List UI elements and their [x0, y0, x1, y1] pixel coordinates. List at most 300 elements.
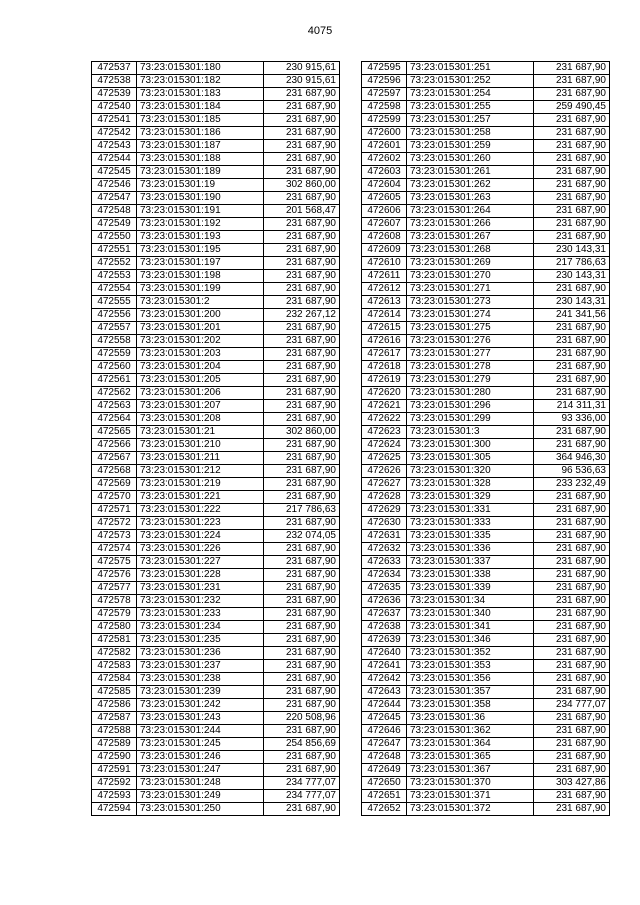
- table-row: [362, 751, 610, 764]
- cadastral-number-cell: 73:23:015301:246: [137, 751, 264, 764]
- cadastral-number-cell: 73:23:015301:305: [407, 452, 534, 465]
- table-row: [92, 712, 340, 725]
- cadastral-value-cell: 231 687,90: [264, 647, 340, 660]
- table-row: [362, 504, 610, 517]
- cadastral-value-cell: 231 687,90: [534, 491, 610, 504]
- cadastral-value-cell: 231 687,90: [534, 231, 610, 244]
- cadastral-number-cell: 73:23:015301:187: [137, 140, 264, 153]
- cadastral-value-cell: 231 687,90: [534, 88, 610, 101]
- record-number-cell: 472625: [362, 452, 407, 465]
- cadastral-number-cell: 73:23:015301:208: [137, 413, 264, 426]
- cadastral-value-cell: 230 143,31: [534, 270, 610, 283]
- cadastral-value-cell: 231 687,90: [264, 634, 340, 647]
- table-row: [92, 660, 340, 673]
- table-row: [362, 296, 610, 309]
- cadastral-number-cell: 73:23:015301:296: [407, 400, 534, 413]
- record-number-cell: 472646: [362, 725, 407, 738]
- record-number-cell: 472623: [362, 426, 407, 439]
- record-number-cell: 472640: [362, 647, 407, 660]
- cadastral-number-cell: 73:23:015301:235: [137, 634, 264, 647]
- cadastral-value-cell: 231 687,90: [264, 374, 340, 387]
- cadastral-number-cell: 73:23:015301:2: [137, 296, 264, 309]
- cadastral-value-cell: 231 687,90: [534, 608, 610, 621]
- table-row: [92, 621, 340, 634]
- register-table-left-body: [92, 62, 340, 816]
- cadastral-value-cell: 231 687,90: [264, 153, 340, 166]
- record-number-cell: 472562: [92, 387, 137, 400]
- cadastral-value-cell: 231 687,90: [534, 426, 610, 439]
- cadastral-number-cell: 73:23:015301:205: [137, 374, 264, 387]
- table-row: [362, 218, 610, 231]
- cadastral-number-cell: 73:23:015301:233: [137, 608, 264, 621]
- record-number-cell: 472582: [92, 647, 137, 660]
- cadastral-number-cell: 73:23:015301:232: [137, 595, 264, 608]
- table-row: [362, 387, 610, 400]
- register-table-right: [361, 61, 610, 816]
- record-number-cell: 472537: [92, 62, 137, 75]
- table-row: [362, 647, 610, 660]
- table-row: [362, 62, 610, 75]
- cadastral-value-cell: 231 687,90: [534, 582, 610, 595]
- table-row: [92, 647, 340, 660]
- cadastral-number-cell: 73:23:015301:346: [407, 634, 534, 647]
- cadastral-value-cell: 231 687,90: [264, 569, 340, 582]
- record-number-cell: 472570: [92, 491, 137, 504]
- cadastral-value-cell: 234 777,07: [534, 699, 610, 712]
- cadastral-value-cell: 201 568,47: [264, 205, 340, 218]
- record-number-cell: 472559: [92, 348, 137, 361]
- table-row: [92, 465, 340, 478]
- record-number-cell: 472576: [92, 569, 137, 582]
- table-row: [362, 101, 610, 114]
- table-row: [362, 439, 610, 452]
- cadastral-number-cell: 73:23:015301:204: [137, 361, 264, 374]
- record-number-cell: 472580: [92, 621, 137, 634]
- table-row: [362, 725, 610, 738]
- record-number-cell: 472611: [362, 270, 407, 283]
- cadastral-value-cell: 231 687,90: [264, 140, 340, 153]
- record-number-cell: 472595: [362, 62, 407, 75]
- cadastral-number-cell: 73:23:015301:277: [407, 348, 534, 361]
- cadastral-number-cell: 73:23:015301:280: [407, 387, 534, 400]
- cadastral-number-cell: 73:23:015301:254: [407, 88, 534, 101]
- table-row: [92, 790, 340, 803]
- cadastral-number-cell: 73:23:015301:250: [137, 803, 264, 816]
- record-number-cell: 472634: [362, 569, 407, 582]
- cadastral-value-cell: 231 687,90: [264, 725, 340, 738]
- table-row: [92, 426, 340, 439]
- cadastral-number-cell: 73:23:015301:237: [137, 660, 264, 673]
- cadastral-value-cell: 233 232,49: [534, 478, 610, 491]
- record-number-cell: 472599: [362, 114, 407, 127]
- record-number-cell: 472563: [92, 400, 137, 413]
- table-row: [92, 504, 340, 517]
- cadastral-number-cell: 73:23:015301:182: [137, 75, 264, 88]
- table-row: [92, 387, 340, 400]
- cadastral-value-cell: 231 687,90: [534, 764, 610, 777]
- cadastral-number-cell: 73:23:015301:242: [137, 699, 264, 712]
- table-row: [362, 790, 610, 803]
- record-number-cell: 472598: [362, 101, 407, 114]
- cadastral-number-cell: 73:23:015301:271: [407, 283, 534, 296]
- table-row: [362, 231, 610, 244]
- table-row: [92, 257, 340, 270]
- cadastral-value-cell: 231 687,90: [264, 686, 340, 699]
- table-row: [92, 556, 340, 569]
- record-number-cell: 472578: [92, 595, 137, 608]
- record-number-cell: 472573: [92, 530, 137, 543]
- record-number-cell: 472601: [362, 140, 407, 153]
- cadastral-number-cell: 73:23:015301:203: [137, 348, 264, 361]
- cadastral-value-cell: 364 946,30: [534, 452, 610, 465]
- cadastral-number-cell: 73:23:015301:257: [407, 114, 534, 127]
- table-row: [362, 205, 610, 218]
- record-number-cell: 472588: [92, 725, 137, 738]
- cadastral-number-cell: 73:23:015301:197: [137, 257, 264, 270]
- cadastral-number-cell: 73:23:015301:262: [407, 179, 534, 192]
- cadastral-value-cell: 231 687,90: [264, 491, 340, 504]
- table-row: [92, 699, 340, 712]
- cadastral-value-cell: 231 687,90: [534, 569, 610, 582]
- record-number-cell: 472539: [92, 88, 137, 101]
- cadastral-number-cell: 73:23:015301:340: [407, 608, 534, 621]
- table-row: [92, 140, 340, 153]
- record-number-cell: 472561: [92, 374, 137, 387]
- table-row: [92, 738, 340, 751]
- page-number: 4075: [307, 25, 333, 37]
- record-number-cell: 472577: [92, 582, 137, 595]
- cadastral-value-cell: 231 687,90: [264, 361, 340, 374]
- record-number-cell: 472541: [92, 114, 137, 127]
- cadastral-number-cell: 73:23:015301:336: [407, 543, 534, 556]
- record-number-cell: 472554: [92, 283, 137, 296]
- record-number-cell: 472650: [362, 777, 407, 790]
- table-row: [362, 738, 610, 751]
- record-number-cell: 472649: [362, 764, 407, 777]
- cadastral-value-cell: 234 777,07: [264, 777, 340, 790]
- table-row: [92, 439, 340, 452]
- table-row: [362, 673, 610, 686]
- cadastral-number-cell: 73:23:015301:371: [407, 790, 534, 803]
- record-number-cell: 472620: [362, 387, 407, 400]
- cadastral-number-cell: 73:23:015301:222: [137, 504, 264, 517]
- record-number-cell: 472604: [362, 179, 407, 192]
- cadastral-number-cell: 73:23:015301:276: [407, 335, 534, 348]
- cadastral-value-cell: 231 687,90: [264, 439, 340, 452]
- table-row: [92, 244, 340, 257]
- record-number-cell: 472555: [92, 296, 137, 309]
- record-number-cell: 472609: [362, 244, 407, 257]
- cadastral-value-cell: 231 687,90: [534, 439, 610, 452]
- table-row: [92, 283, 340, 296]
- cadastral-number-cell: 73:23:015301:261: [407, 166, 534, 179]
- table-row: [92, 595, 340, 608]
- table-row: [92, 335, 340, 348]
- cadastral-value-cell: 230 143,31: [534, 244, 610, 257]
- record-number-cell: 472565: [92, 426, 137, 439]
- record-number-cell: 472594: [92, 803, 137, 816]
- cadastral-value-cell: 231 687,90: [534, 751, 610, 764]
- cadastral-value-cell: 231 687,90: [534, 517, 610, 530]
- cadastral-number-cell: 73:23:015301:338: [407, 569, 534, 582]
- record-number-cell: 472610: [362, 257, 407, 270]
- table-row: [92, 751, 340, 764]
- cadastral-value-cell: 231 687,90: [534, 803, 610, 816]
- cadastral-value-cell: 231 687,90: [264, 660, 340, 673]
- record-number-cell: 472566: [92, 439, 137, 452]
- record-number-cell: 472643: [362, 686, 407, 699]
- table-row: [92, 296, 340, 309]
- record-number-cell: 472571: [92, 504, 137, 517]
- table-row: [92, 75, 340, 88]
- record-number-cell: 472639: [362, 634, 407, 647]
- cadastral-value-cell: 231 687,90: [534, 283, 610, 296]
- cadastral-value-cell: 231 687,90: [534, 75, 610, 88]
- cadastral-value-cell: 231 687,90: [264, 322, 340, 335]
- table-row: [92, 400, 340, 413]
- record-number-cell: 472547: [92, 192, 137, 205]
- record-number-cell: 472635: [362, 582, 407, 595]
- cadastral-value-cell: 231 687,90: [534, 556, 610, 569]
- cadastral-value-cell: 231 687,90: [264, 348, 340, 361]
- record-number-cell: 472642: [362, 673, 407, 686]
- table-row: [362, 764, 610, 777]
- cadastral-value-cell: 231 687,90: [264, 88, 340, 101]
- cadastral-number-cell: 73:23:015301:245: [137, 738, 264, 751]
- cadastral-value-cell: 231 687,90: [534, 140, 610, 153]
- cadastral-value-cell: 302 860,00: [264, 179, 340, 192]
- cadastral-number-cell: 73:23:015301:238: [137, 673, 264, 686]
- cadastral-number-cell: 73:23:015301:244: [137, 725, 264, 738]
- record-number-cell: 472542: [92, 127, 137, 140]
- cadastral-value-cell: 231 687,90: [534, 114, 610, 127]
- table-row: [362, 699, 610, 712]
- cadastral-number-cell: 73:23:015301:202: [137, 335, 264, 348]
- cadastral-number-cell: 73:23:015301:364: [407, 738, 534, 751]
- table-row: [92, 803, 340, 816]
- table-row: [362, 140, 610, 153]
- cadastral-number-cell: 73:23:015301:270: [407, 270, 534, 283]
- table-row: [92, 166, 340, 179]
- cadastral-number-cell: 73:23:015301:268: [407, 244, 534, 257]
- record-number-cell: 472556: [92, 309, 137, 322]
- cadastral-number-cell: 73:23:015301:251: [407, 62, 534, 75]
- cadastral-value-cell: 231 687,90: [534, 218, 610, 231]
- cadastral-value-cell: 231 687,90: [264, 595, 340, 608]
- cadastral-number-cell: 73:23:015301:231: [137, 582, 264, 595]
- register-table-right-body: [362, 62, 610, 816]
- record-number-cell: 472590: [92, 751, 137, 764]
- record-number-cell: 472606: [362, 205, 407, 218]
- record-number-cell: 472605: [362, 192, 407, 205]
- record-number-cell: 472607: [362, 218, 407, 231]
- record-number-cell: 472597: [362, 88, 407, 101]
- record-number-cell: 472572: [92, 517, 137, 530]
- table-row: [92, 231, 340, 244]
- record-number-cell: 472589: [92, 738, 137, 751]
- cadastral-value-cell: 231 687,90: [264, 608, 340, 621]
- cadastral-value-cell: 231 687,90: [264, 296, 340, 309]
- table-row: [362, 582, 610, 595]
- cadastral-number-cell: 73:23:015301:34: [407, 595, 534, 608]
- cadastral-value-cell: 231 687,90: [264, 699, 340, 712]
- cadastral-value-cell: 231 687,90: [264, 270, 340, 283]
- cadastral-number-cell: 73:23:015301:274: [407, 309, 534, 322]
- cadastral-value-cell: 231 687,90: [264, 400, 340, 413]
- cadastral-value-cell: 254 856,69: [264, 738, 340, 751]
- table-row: [92, 517, 340, 530]
- cadastral-number-cell: 73:23:015301:180: [137, 62, 264, 75]
- record-number-cell: 472584: [92, 673, 137, 686]
- cadastral-value-cell: 231 687,90: [264, 803, 340, 816]
- record-number-cell: 472614: [362, 309, 407, 322]
- cadastral-number-cell: 73:23:015301:195: [137, 244, 264, 257]
- cadastral-value-cell: 231 687,90: [534, 179, 610, 192]
- table-row: [362, 608, 610, 621]
- cadastral-value-cell: 231 687,90: [264, 387, 340, 400]
- cadastral-value-cell: 231 687,90: [534, 738, 610, 751]
- cadastral-number-cell: 73:23:015301:21: [137, 426, 264, 439]
- table-row: [92, 478, 340, 491]
- cadastral-number-cell: 73:23:015301:207: [137, 400, 264, 413]
- table-row: [362, 179, 610, 192]
- table-row: [92, 491, 340, 504]
- cadastral-value-cell: 230 143,31: [534, 296, 610, 309]
- cadastral-number-cell: 73:23:015301:367: [407, 764, 534, 777]
- cadastral-value-cell: 231 687,90: [534, 634, 610, 647]
- cadastral-number-cell: 73:23:015301:36: [407, 712, 534, 725]
- cadastral-value-cell: 241 341,56: [534, 309, 610, 322]
- table-row: [92, 530, 340, 543]
- table-row: [92, 309, 340, 322]
- cadastral-value-cell: 231 687,90: [534, 712, 610, 725]
- cadastral-value-cell: 231 687,90: [264, 218, 340, 231]
- table-row: [92, 452, 340, 465]
- table-row: [362, 712, 610, 725]
- cadastral-value-cell: 230 915,61: [264, 62, 340, 75]
- record-number-cell: 472567: [92, 452, 137, 465]
- table-row: [362, 465, 610, 478]
- record-number-cell: 472549: [92, 218, 137, 231]
- record-number-cell: 472583: [92, 660, 137, 673]
- cadastral-number-cell: 73:23:015301:186: [137, 127, 264, 140]
- record-number-cell: 472553: [92, 270, 137, 283]
- record-number-cell: 472629: [362, 504, 407, 517]
- cadastral-value-cell: 231 687,90: [264, 582, 340, 595]
- record-number-cell: 472621: [362, 400, 407, 413]
- cadastral-value-cell: 231 687,90: [264, 478, 340, 491]
- record-number-cell: 472616: [362, 335, 407, 348]
- record-number-cell: 472652: [362, 803, 407, 816]
- cadastral-number-cell: 73:23:015301:333: [407, 517, 534, 530]
- cadastral-number-cell: 73:23:015301:19: [137, 179, 264, 192]
- cadastral-number-cell: 73:23:015301:339: [407, 582, 534, 595]
- record-number-cell: 472628: [362, 491, 407, 504]
- record-number-cell: 472600: [362, 127, 407, 140]
- cadastral-number-cell: 73:23:015301:259: [407, 140, 534, 153]
- cadastral-value-cell: 231 687,90: [264, 335, 340, 348]
- cadastral-number-cell: 73:23:015301:201: [137, 322, 264, 335]
- cadastral-number-cell: 73:23:015301:372: [407, 803, 534, 816]
- cadastral-value-cell: 231 687,90: [534, 348, 610, 361]
- cadastral-value-cell: 303 427,86: [534, 777, 610, 790]
- cadastral-value-cell: 231 687,90: [534, 530, 610, 543]
- table-row: [362, 569, 610, 582]
- cadastral-number-cell: 73:23:015301:3: [407, 426, 534, 439]
- cadastral-value-cell: 231 687,90: [534, 790, 610, 803]
- cadastral-number-cell: 73:23:015301:248: [137, 777, 264, 790]
- record-number-cell: 472540: [92, 101, 137, 114]
- table-row: [92, 179, 340, 192]
- record-number-cell: 472613: [362, 296, 407, 309]
- cadastral-number-cell: 73:23:015301:258: [407, 127, 534, 140]
- cadastral-number-cell: 73:23:015301:247: [137, 764, 264, 777]
- table-row: [362, 660, 610, 673]
- record-number-cell: 472558: [92, 335, 137, 348]
- cadastral-number-cell: 73:23:015301:224: [137, 530, 264, 543]
- record-number-cell: 472538: [92, 75, 137, 88]
- record-number-cell: 472624: [362, 439, 407, 452]
- cadastral-number-cell: 73:23:015301:234: [137, 621, 264, 634]
- record-number-cell: 472622: [362, 413, 407, 426]
- table-row: [362, 595, 610, 608]
- record-number-cell: 472544: [92, 153, 137, 166]
- record-number-cell: 472560: [92, 361, 137, 374]
- cadastral-number-cell: 73:23:015301:221: [137, 491, 264, 504]
- record-number-cell: 472631: [362, 530, 407, 543]
- table-row: [362, 153, 610, 166]
- cadastral-value-cell: 231 687,90: [534, 166, 610, 179]
- table-row: [92, 348, 340, 361]
- cadastral-number-cell: 73:23:015301:263: [407, 192, 534, 205]
- table-row: [362, 309, 610, 322]
- table-row: [92, 114, 340, 127]
- cadastral-value-cell: 231 687,90: [534, 153, 610, 166]
- cadastral-number-cell: 73:23:015301:211: [137, 452, 264, 465]
- cadastral-value-cell: 231 687,90: [264, 673, 340, 686]
- table-row: [362, 686, 610, 699]
- table-row: [362, 244, 610, 257]
- cadastral-number-cell: 73:23:015301:279: [407, 374, 534, 387]
- table-row: [362, 127, 610, 140]
- cadastral-value-cell: 96 536,63: [534, 465, 610, 478]
- cadastral-value-cell: 231 687,90: [264, 751, 340, 764]
- cadastral-number-cell: 73:23:015301:352: [407, 647, 534, 660]
- cadastral-number-cell: 73:23:015301:341: [407, 621, 534, 634]
- cadastral-number-cell: 73:23:015301:300: [407, 439, 534, 452]
- record-number-cell: 472619: [362, 374, 407, 387]
- table-row: [362, 88, 610, 101]
- cadastral-number-cell: 73:23:015301:185: [137, 114, 264, 127]
- record-number-cell: 472552: [92, 257, 137, 270]
- cadastral-value-cell: 231 687,90: [534, 361, 610, 374]
- record-number-cell: 472626: [362, 465, 407, 478]
- cadastral-value-cell: 231 687,90: [534, 387, 610, 400]
- cadastral-value-cell: 231 687,90: [264, 621, 340, 634]
- table-row: [92, 777, 340, 790]
- table-row: [92, 608, 340, 621]
- cadastral-value-cell: 217 786,63: [264, 504, 340, 517]
- cadastral-number-cell: 73:23:015301:335: [407, 530, 534, 543]
- cadastral-number-cell: 73:23:015301:184: [137, 101, 264, 114]
- record-number-cell: 472557: [92, 322, 137, 335]
- table-row: [362, 491, 610, 504]
- record-number-cell: 472630: [362, 517, 407, 530]
- table-row: [362, 413, 610, 426]
- cadastral-number-cell: 73:23:015301:329: [407, 491, 534, 504]
- cadastral-value-cell: 231 687,90: [534, 673, 610, 686]
- cadastral-number-cell: 73:23:015301:362: [407, 725, 534, 738]
